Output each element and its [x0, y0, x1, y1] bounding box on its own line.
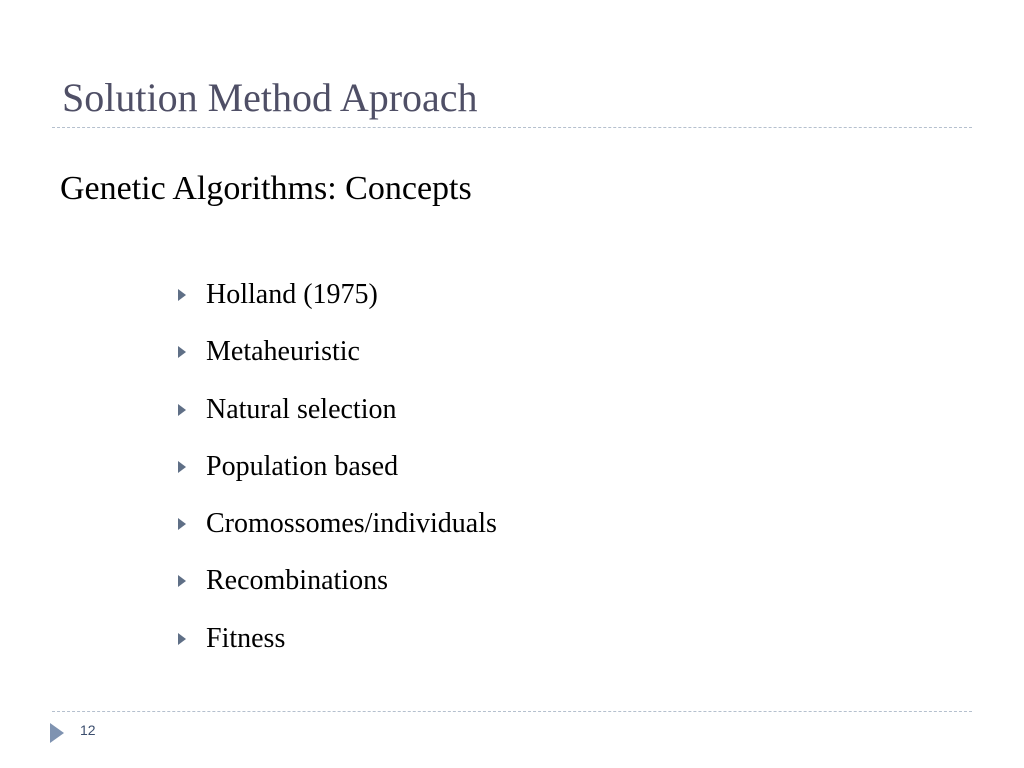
bullet-text: Recombinations	[206, 565, 388, 597]
bullet-item	[178, 391, 497, 448]
bullet-item	[178, 620, 497, 677]
triangle-bullet-icon	[178, 575, 186, 587]
bullet-item	[178, 505, 497, 562]
triangle-bullet-icon	[178, 289, 186, 301]
triangle-bullet-icon	[178, 461, 186, 473]
slide-title: Solution Method Aproach	[62, 75, 478, 120]
triangle-bullet-icon	[178, 633, 186, 645]
slide-subtitle: Genetic Algorithms: Concepts	[60, 170, 472, 207]
bullet-text: Cromossomes/individuals	[206, 508, 497, 540]
bullet-text: Population based	[206, 450, 399, 482]
bullet-text: Natural selection	[206, 393, 397, 425]
bullet-text: Metaheuristic	[206, 336, 360, 368]
triangle-bullet-icon	[178, 346, 186, 358]
triangle-footer-icon	[50, 723, 64, 743]
page-number: 12	[80, 722, 96, 738]
bullet-text: Holland (1975)	[206, 279, 378, 310]
bullet-text: Fitness	[206, 622, 286, 654]
bullet-item	[178, 333, 497, 390]
bullet-list	[178, 276, 497, 677]
bullet-item	[178, 562, 497, 619]
triangle-bullet-icon	[178, 518, 186, 530]
bullet-item	[178, 276, 497, 333]
footer-divider	[52, 711, 972, 712]
bullet-item	[178, 448, 497, 505]
title-divider	[52, 127, 972, 128]
triangle-bullet-icon	[178, 404, 186, 416]
